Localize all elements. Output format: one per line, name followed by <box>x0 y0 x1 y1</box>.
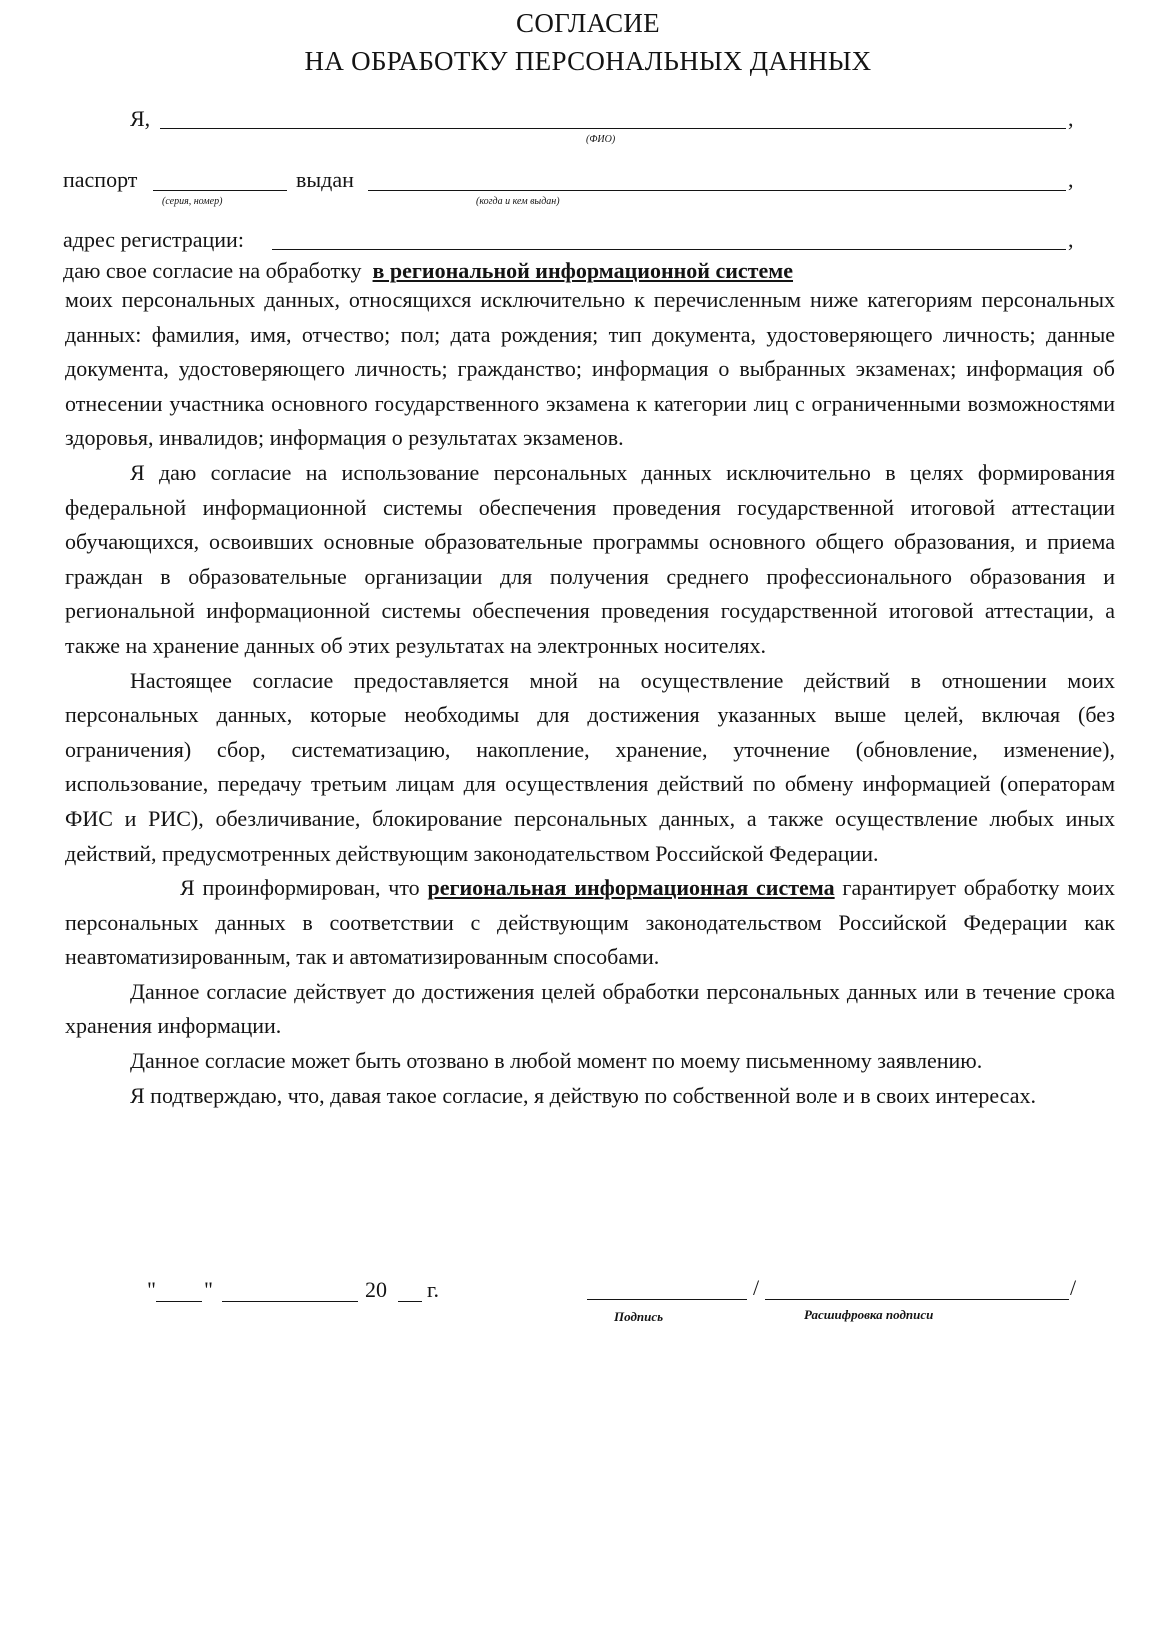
paragraph-revocation: Данное согласие может быть отозвано в любой момент по моему письменному заявлению. <box>130 1048 983 1074</box>
consent-body <box>65 283 1115 1113</box>
consent-system-name: в региональной информационной системе <box>372 258 794 283</box>
address-label: адрес регистрации: <box>63 227 244 252</box>
passport-label: паспорт <box>63 167 138 192</box>
issued-hint: (когда и кем выдан) <box>476 196 560 207</box>
paragraph-validity: Данное согласие действует до достижения целей обработки персональных данных или в течение срока хранения информации. <box>65 978 1115 1039</box>
paragraph-informed <box>65 871 1115 975</box>
informed-rest: гарантирует обработку моих персональных данных в соответствии с действующим законодательством Российской Федерации как неавтоматизированным, так и автоматизированным способами. <box>65 875 1116 970</box>
issued-by-line[interactable] <box>368 190 1066 191</box>
date-year-prefix: 20 <box>365 1277 387 1302</box>
document-title: СОГЛАСИЕ <box>516 8 660 38</box>
i-label: Я, <box>130 106 151 131</box>
date-month-line[interactable] <box>222 1301 358 1302</box>
informed-start: Я проинформирован, что <box>180 875 420 901</box>
fio-hint: (ФИО) <box>586 134 616 145</box>
signature-hint: Подпись <box>614 1309 664 1324</box>
address-input-line[interactable] <box>272 249 1066 250</box>
paragraph-data-categories: моих персональных данных, относящихся исключительно к перечисленным ниже категориям персональных данных: фамилия, имя, отчество; пол; дата рождения; тип документа, удостоверяющего личность; данные документа, удостоверяющего личность; гражданство; информация о выбранных экзаменах; информация об отнесении участника основного государственного экзамена к категории лиц с ограниченными возможностями здоровья, инвалидов; информация о результатах экзаменов. <box>65 287 1115 451</box>
paragraph-actions: Настоящее согласие предоставляется мной на осуществление действий в отношении моих персональных данных, которые необходимы для достижения указанных выше целей, включая (без ограничения) сбор, систематизацию, накопление, хранение, уточнение (обновление, изменение), использование, передачу третьим лицам для осуществления действий по обмену информацией (операторам ФИС и РИС), обезличивание, блокирование персональных данных, а также осуществление любых иных действий, предусмотренных действующим законодательством Российской Федерации. <box>65 667 1115 866</box>
address-comma: , <box>1068 227 1074 252</box>
signature-slash-left: / <box>753 1275 760 1300</box>
signature-line[interactable] <box>587 1299 747 1300</box>
date-year-suffix: г. <box>427 1277 440 1302</box>
signature-slash-right: / <box>1070 1275 1077 1300</box>
passport-hint: (серия, номер) <box>162 196 223 207</box>
document-subtitle: НА ОБРАБОТКУ ПЕРСОНАЛЬНЫХ ДАННЫХ <box>304 46 872 76</box>
informed-system-name: региональная информационная система <box>427 875 835 901</box>
signature-decode-line[interactable] <box>765 1299 1069 1300</box>
issued-label: выдан <box>296 167 354 192</box>
date-year-line[interactable] <box>398 1301 422 1302</box>
fio-input-line[interactable] <box>160 128 1066 129</box>
paragraph-confirmation: Я подтверждаю, что, давая такое согласие, я действую по собственной воле и в своих интересах. <box>130 1082 1036 1108</box>
paragraph-purpose: Я даю согласие на использование персональных данных исключительно в целях формирования федеральной информационной системы обеспечения проведения государственной итоговой аттестации обучающихся, освоивших основные образовательные программы основного общего образования, и приема граждан в образовательные организации для получения среднего профессионального образования и региональной информационной системы обеспечения проведения государственной итоговой аттестации, а также на хранение данных об этих результатах на электронных носителях. <box>65 459 1115 658</box>
signature-decode-hint: Расшифровка подписи <box>804 1307 934 1322</box>
issued-comma: , <box>1068 167 1074 192</box>
date-quote-close: " <box>204 1277 213 1302</box>
fio-comma: , <box>1068 106 1074 131</box>
consent-intro-text: даю свое согласие на обработку <box>63 258 362 283</box>
date-quote-open: " <box>147 1277 156 1302</box>
consent-intro-line <box>63 258 793 284</box>
passport-number-line[interactable] <box>153 190 287 191</box>
date-day-line[interactable] <box>156 1301 202 1302</box>
